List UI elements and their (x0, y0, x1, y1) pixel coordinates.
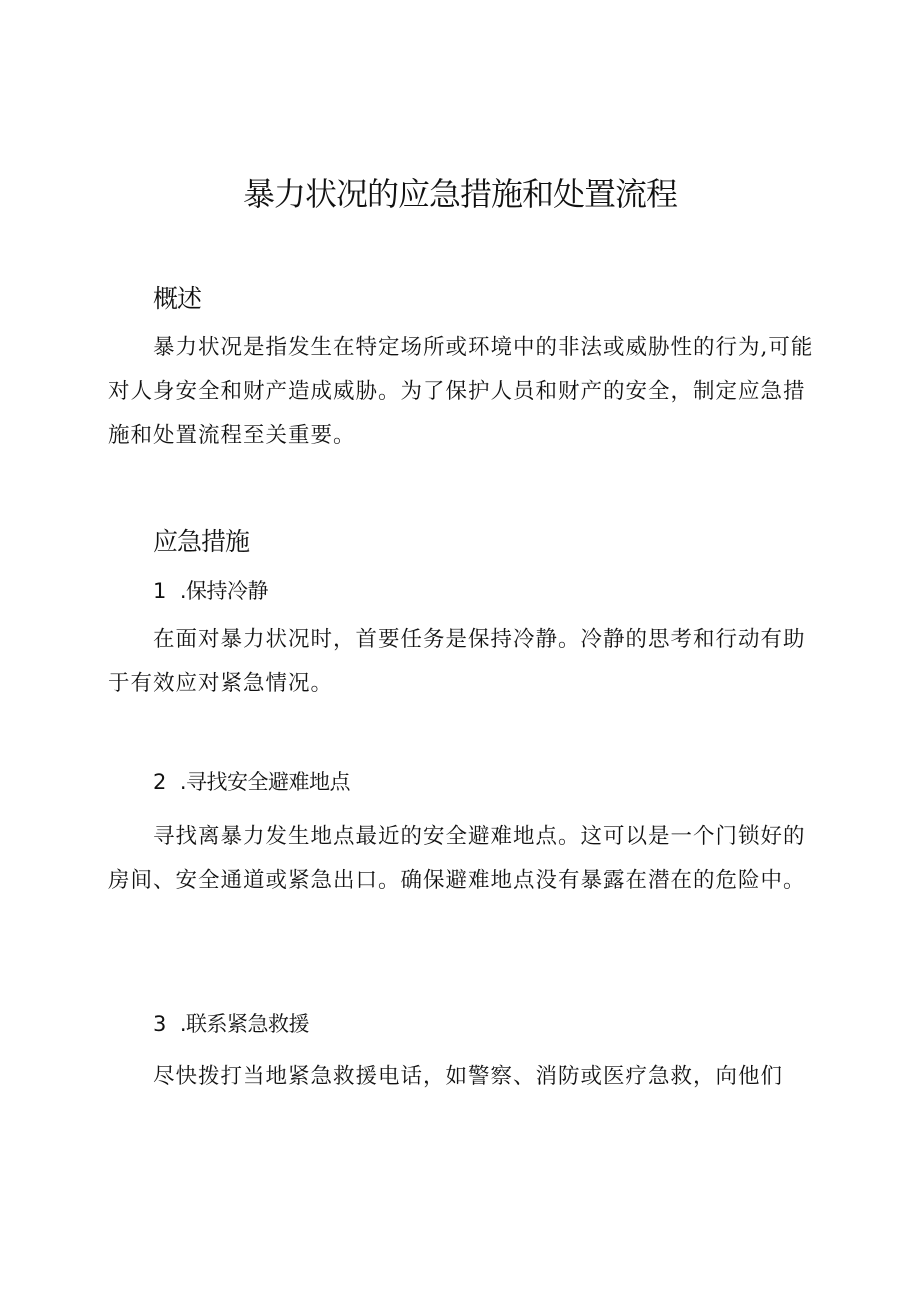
measure-1-paragraph: 在面对暴力状况时，首要任务是保持冷静。冷静的思考和行动有助于有效应对紧急情况。 (108, 627, 806, 696)
measure-3-number: 3 (153, 1012, 166, 1036)
measure-2-heading (153, 767, 350, 797)
overview-paragraph: 暴力状况是指发生在特定场所或环境中的非法或威胁性的行为,可能对人身安全和财产造成威胁。为了保护人员和财产的安全，制定应急措施和处置流程至关重要。 (108, 335, 814, 448)
measure-3-paragraph: 尽快拨打当地紧急救援电话，如警察、消防或医疗急救，向他们 (153, 1064, 784, 1089)
measure-3-title: .联系紧急救援 (179, 1012, 310, 1036)
measure-1-title: .保持冷静 (179, 579, 269, 603)
measure-3-heading (153, 1009, 309, 1039)
measure-2-number: 2 (153, 770, 166, 794)
measure-1-heading (153, 576, 268, 606)
measures-heading: 应急措施 (153, 527, 250, 556)
document-title: 暴力状况的应急措施和处置流程 (242, 175, 677, 213)
measure-2-paragraph: 寻找离暴力发生地点最近的安全避难地点。这可以是一个门锁好的房间、安全通道或紧急出口。确保避难地点没有暴露在潜在的危险中。 (108, 824, 806, 893)
measure-2-title: .寻找安全避难地点 (179, 770, 351, 794)
overview-heading: 概述 (153, 284, 202, 313)
measure-1-number: 1 (153, 579, 166, 603)
